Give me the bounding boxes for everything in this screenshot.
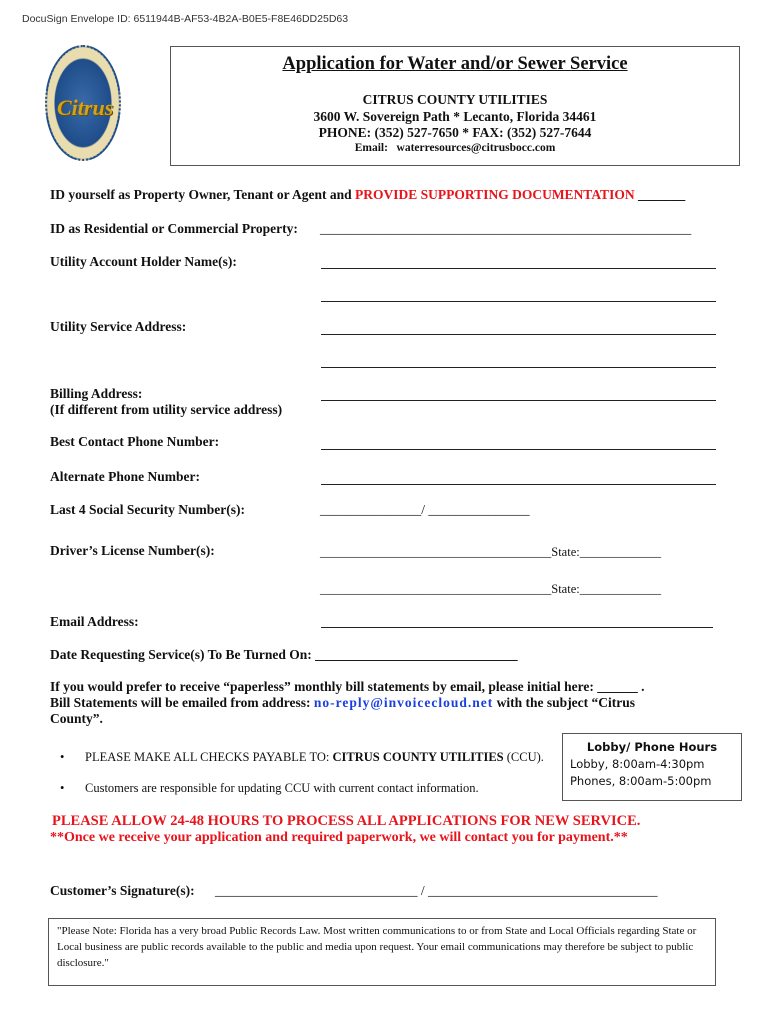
bullet-text: PLEASE MAKE ALL CHECKS PAYABLE TO: [85,750,333,764]
envelope-id: DocuSign Envelope ID: 6511944B-AF53-4B2A-B0E5-F8E46DD25D63 [22,13,349,25]
paperless-line-3: County”. [50,711,103,726]
org-email [170,142,740,154]
logo-text: Citrus [57,95,114,120]
alt-phone-label: Alternate Phone Number: [50,469,200,484]
org-name: CITRUS COUNTY UTILITIES [362,92,548,107]
invoicecloud-email-link[interactable]: no-reply@invoicecloud.net [313,695,494,710]
account-holder-field-2[interactable] [321,301,716,302]
hours-title: Lobby/ Phone Hours [586,740,718,754]
signature-label: Customer’s Signature(s): [50,883,195,898]
bullet-contact [60,781,479,796]
processing-notice: PLEASE ALLOW 24-48 HOURS TO PROCESS ALL APPLICATIONS FOR NEW SERVICE. [52,813,641,829]
bullet-bold: CITRUS COUNTY UTILITIES [332,750,504,764]
phone-hours: Phones, 8:00am-5:00pm [570,774,712,788]
email-address-label: Email Address: [50,614,139,629]
account-holder-field-1[interactable] [321,268,716,269]
license-field-1[interactable]: _____________________________________State:_____________ [320,545,661,559]
hours-box [562,733,742,801]
bullet-checks [60,750,544,765]
best-phone-field[interactable] [321,449,716,450]
residential-label: ID as Residential or Commercial Property: [50,221,298,236]
license-field-2[interactable]: _____________________________________State:_____________ [320,582,661,596]
org-phone: PHONE: (352) 527-7650 * FAX: (352) 527-7644 [318,125,592,140]
email-address-field[interactable] [321,627,713,628]
org-address: 3600 W. Sovereign Path * Lecanto, Florida 34461 [313,109,597,124]
license-label: Driver’s License Number(s): [50,543,215,558]
ssn-label: Last 4 Social Security Number(s): [50,502,245,517]
bullet-icon: • [60,750,65,764]
lobby-hours: Lobby, 8:00am-4:30pm [570,757,705,771]
billing-address-note: (If different from utility service address) [50,402,283,417]
billing-address-field[interactable] [321,400,716,401]
id-yourself-label: ID yourself as Property Owner, Tenant or Agent and [50,187,356,202]
bullet-post: (CCU). [503,750,544,764]
signature-field[interactable]: ______________________________ / __________________________________ [215,883,658,898]
service-address-field-1[interactable] [321,334,716,335]
id-yourself-field[interactable]: _______ [634,187,686,202]
public-records-notice [48,918,716,986]
id-yourself-row [50,187,685,203]
payment-notice: **Once we receive your application and required paperwork, we will contact you for payment.** [50,830,628,845]
ssn-field[interactable]: _______________/ _______________ [320,502,530,517]
bullet-text: Customers are responsible for updating CCU with current contact information. [85,781,479,795]
paperless-from-label: Bill Statements will be emailed from address: [50,695,314,710]
service-address-field-2[interactable] [321,367,716,368]
residential-field[interactable]: _______________________________________________________ [320,221,692,236]
paperless-subject: with the subject “Citrus [493,695,636,710]
email-label: Email: [354,142,388,154]
supporting-docs-notice: PROVIDE SUPPORTING DOCUMENTATION [355,187,635,202]
billing-address-label: Billing Address: [50,386,143,401]
account-holder-label: Utility Account Holder Name(s): [50,254,237,269]
best-phone-label: Best Contact Phone Number: [50,434,220,449]
paperless-line-2 [50,695,635,711]
date-requesting[interactable]: Date Requesting Service(s) To Be Turned On: ______________________________ [50,647,518,662]
paperless-line-1[interactable]: If you would prefer to receive “paperless” monthly bill statements by email, please initial here: ______ . [50,679,645,694]
title-text: Application for Water and/or Sewer Service [282,54,628,74]
bullet-icon: • [60,781,65,795]
email-value[interactable]: waterresources@citrusbocc.com [396,142,556,154]
page-title [170,54,740,75]
service-address-label: Utility Service Address: [50,319,187,334]
alt-phone-field[interactable] [321,484,716,485]
public-records-text: "Please Note: Florida has a very broad Public Records Law. Most written communications to or from State and Local Officials regarding State or Local business are public records available to the public and media upon request. Your email communications may therefore be subject to public disclosure." [57,925,697,969]
